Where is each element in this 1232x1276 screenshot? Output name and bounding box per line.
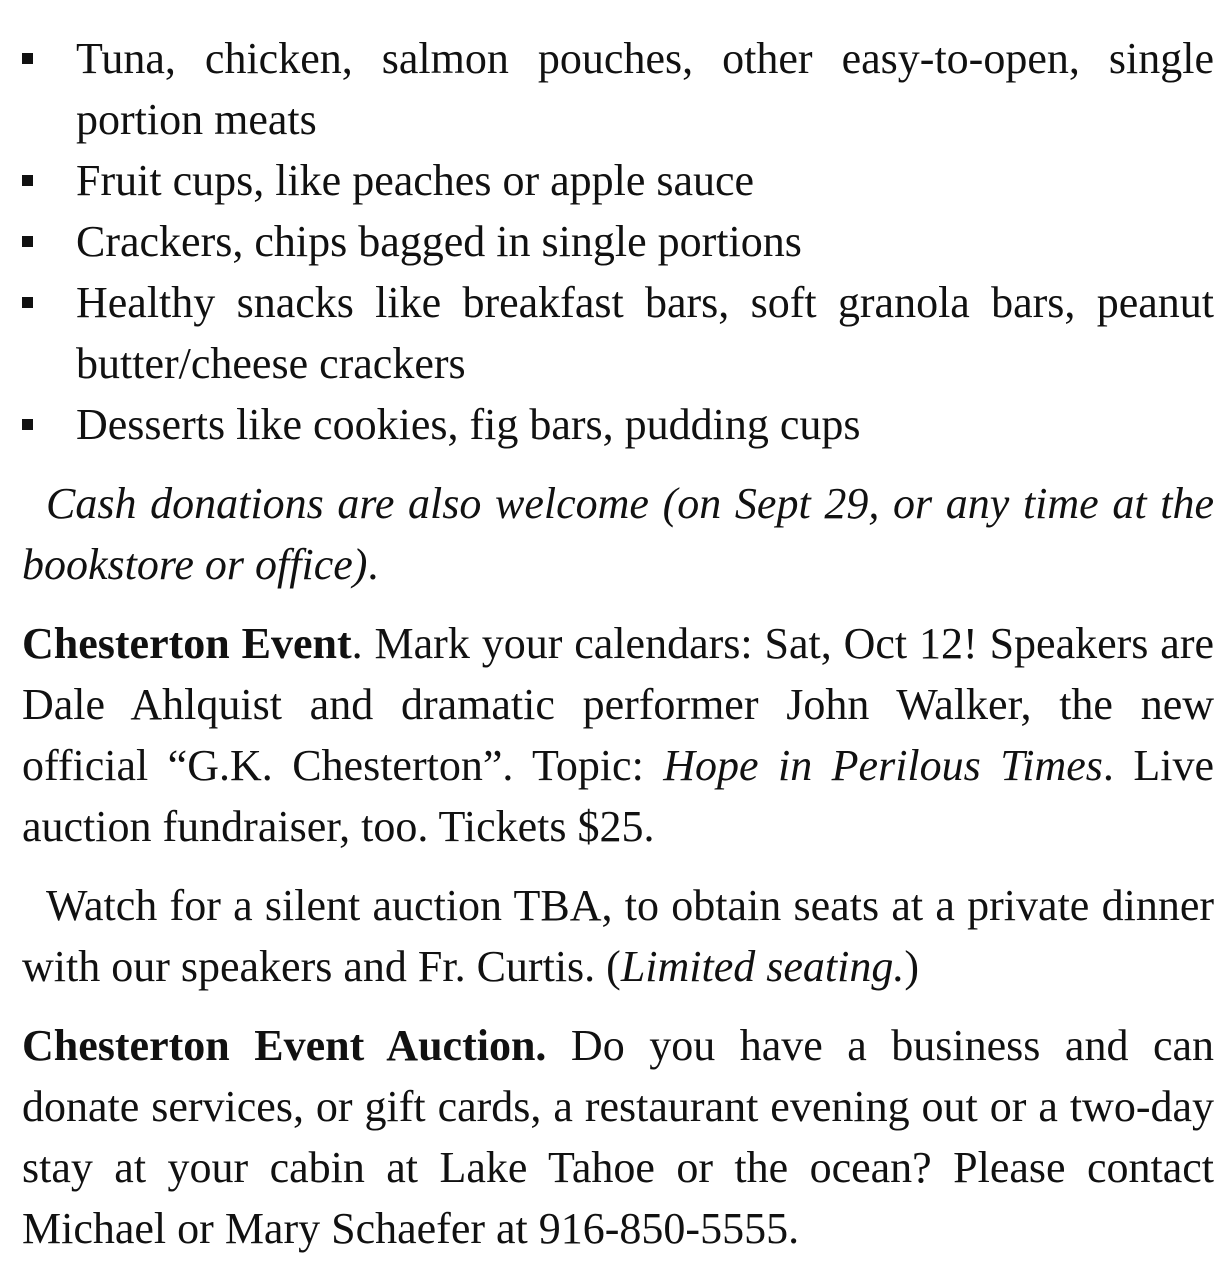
limited-seating-note: Limited seating. <box>620 942 905 991</box>
chesterton-event-paragraph <box>22 613 1214 857</box>
list-item <box>22 28 1214 150</box>
event-auction-text: Do you have a business and can donate services, or gift cards, a restaurant evening out or a two-day stay at your cabin at Lake Tahoe or the ocean? Please contact Michael or Mary Schaefer at 916-850-5555. <box>22 1021 1214 1253</box>
event-auction-paragraph <box>22 1015 1214 1259</box>
silent-auction-close: ) <box>904 942 920 991</box>
list-item-text: Healthy snacks like breakfast bars, soft granola bars, peanut butter/cheese crackers <box>76 278 1214 388</box>
square-bullet-icon <box>22 419 33 430</box>
square-bullet-icon <box>22 297 33 308</box>
list-item-text: Tuna, chicken, salmon pouches, other easy-to-open, single portion meats <box>76 34 1214 144</box>
list-item <box>22 211 1214 272</box>
silent-auction-paragraph <box>22 875 1214 997</box>
cash-donation-period: . <box>367 540 379 589</box>
chesterton-event-text-tail: . Live auction fundraiser, too. Tickets $25. <box>22 741 1214 851</box>
square-bullet-icon <box>22 175 33 186</box>
chesterton-event-topic: Hope in Perilous Times <box>663 741 1103 790</box>
list-item <box>22 394 1214 455</box>
list-item-text: Fruit cups, like peaches or apple sauce <box>76 156 755 205</box>
list-item <box>22 272 1214 394</box>
square-bullet-icon <box>22 236 33 247</box>
cash-donation-note <box>22 473 1214 595</box>
square-bullet-icon <box>22 53 33 64</box>
event-auction-heading: Chesterton Event Auction. <box>22 1021 547 1070</box>
silent-auction-text: Watch for a silent auction TBA, to obtain seats at a private dinner with our speakers and Fr. Curtis. ( <box>22 881 1214 991</box>
list-item-text: Crackers, chips bagged in single portions <box>76 217 802 266</box>
chesterton-event-text: . Mark your calendars: Sat, Oct 12! Speakers are Dale Ahlquist and dramatic performer John Walker, the new official “G.K. Chesterton”. Topic: <box>22 619 1214 790</box>
list-item <box>22 150 1214 211</box>
cash-donation-text: Cash donations are also welcome (on Sept 29, or any time at the bookstore or office) <box>22 479 1214 589</box>
chesterton-event-heading: Chesterton Event <box>22 619 352 668</box>
donation-items-list <box>22 28 1214 455</box>
list-item-text: Desserts like cookies, fig bars, pudding cups <box>76 400 861 449</box>
